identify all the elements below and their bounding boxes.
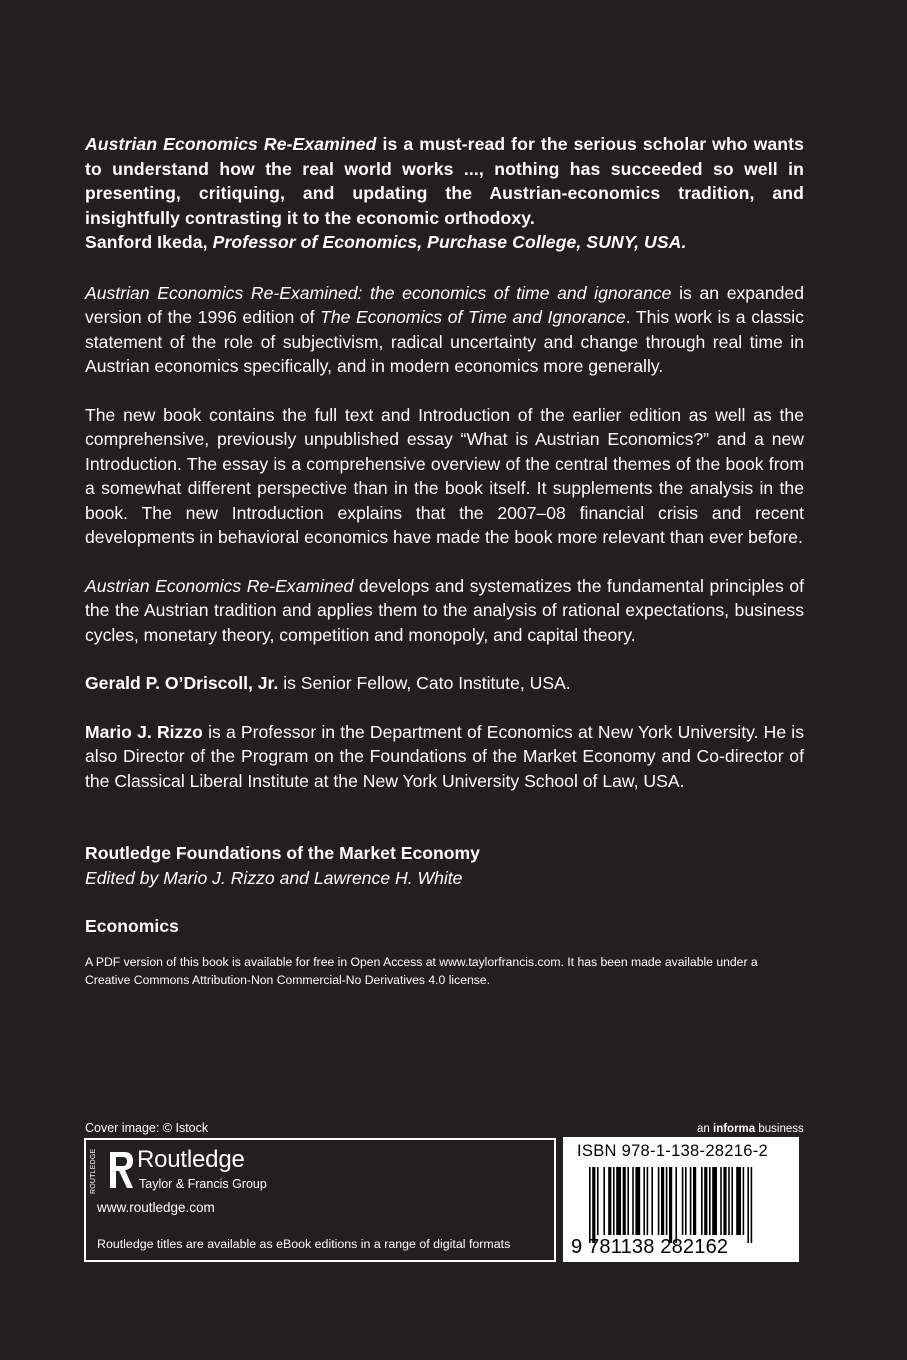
barcode-bar: [627, 1167, 629, 1235]
barcode-bar: [728, 1167, 730, 1235]
barcode-bar: [731, 1167, 733, 1235]
series-editors: Edited by Mario J. Rizzo and Lawrence H. White: [85, 867, 463, 888]
cover-image-credit: Cover image: © Istock: [85, 1121, 209, 1135]
barcode-bar: [669, 1167, 672, 1243]
barcode-bar: [616, 1167, 621, 1235]
barcode-bar: [666, 1167, 668, 1235]
author-bio-rizzo-text: is a Professor in the Department of Economics at New York University. He is also Director of the Program on the Foundations of the Market Economy and Co-director of the Classical Liberal Institute at the New York University School of Law, USA.: [85, 721, 805, 791]
para3-text: develops and systematizes the fundamental principles of the the Austrian tradition and applies them to the analysis of rational expectations, business cycles, monetary theory, competition and monopoly, and capital theory.: [85, 575, 805, 645]
barcode-bar: [643, 1167, 645, 1235]
barcode-bar: [736, 1167, 741, 1235]
barcode-bar: [712, 1167, 717, 1235]
blurb-book-title: Austrian Economics Re-Examined: [85, 134, 377, 154]
barcode-bar: [690, 1167, 692, 1235]
description-paragraph-1: [85, 281, 804, 379]
para1-text-b: . This work is a classic statement of the role of subjectivism, radical uncertainty and change through real time in Austrian economics specifically, and in modern economics more generally.: [85, 307, 804, 376]
blurb-attribution-title: Professor of Economics, Purchase College, SUNY, USA.: [212, 232, 687, 252]
barcode-bar: [675, 1167, 677, 1243]
barcode-bar: [623, 1167, 626, 1235]
barcode-bar: [682, 1167, 684, 1235]
endorsement-blurb: [85, 132, 804, 255]
open-access-notice: A PDF version of this book is available for free in Open Access at www.taylorfrancis.com. It has been made available under a Creative Commons Attribution-Non Commercial-No Derivatives 4.0 license.: [85, 954, 758, 987]
barcode-bar: [704, 1167, 707, 1235]
informa-brand: informa: [713, 1123, 756, 1135]
informa-suffix: business: [755, 1123, 804, 1135]
cover-text: [85, 132, 804, 989]
informa-prefix: an: [697, 1123, 713, 1135]
barcode-bar: [709, 1167, 711, 1235]
barcode-bar: [603, 1167, 605, 1235]
barcode-bar: [651, 1167, 653, 1235]
isbn-barcode-box: [563, 1137, 799, 1262]
barcode-bar: [685, 1167, 687, 1235]
para1-book-title: Austrian Economics Re-Examined: the economics of time and ignorance: [85, 282, 672, 303]
author-bio-rizzo: [85, 720, 804, 794]
publisher-box: [84, 1138, 556, 1262]
barcode-bar: [723, 1167, 726, 1235]
barcode-bar: [720, 1167, 722, 1235]
barcode-digits: 9 781138 282162: [571, 1236, 729, 1258]
barcode-bar: [751, 1167, 753, 1243]
barcode-bar: [661, 1167, 664, 1235]
publisher-logo-vertical-text: ROUTLEDGE: [90, 1148, 97, 1194]
barcode-bar: [635, 1167, 640, 1235]
description-paragraph-3: [85, 574, 804, 648]
barcode-bar: [693, 1167, 696, 1235]
author-name-odriscoll: Gerald P. O’Driscoll, Jr.: [85, 673, 279, 693]
barcode-bar: [647, 1167, 649, 1235]
barcode-bar: [592, 1167, 595, 1243]
barcode-bar: [632, 1167, 634, 1235]
blurb-attribution-name: Sanford Ikeda,: [85, 232, 213, 252]
barcode-bar: [747, 1167, 749, 1243]
barcode-bar: [597, 1167, 599, 1235]
isbn-label: ISBN 978-1-138-28216-2: [577, 1142, 768, 1160]
para1-old-title: The Economics of Time and Ignorance: [320, 307, 626, 327]
barcode-bar: [658, 1167, 660, 1235]
barcode-bar: [743, 1167, 745, 1235]
para3-book-title: Austrian Economics Re-Examined: [85, 575, 354, 596]
barcode-bar: [701, 1167, 703, 1235]
ebook-availability-note: Routledge titles are available as eBook editions in a range of digital formats: [97, 1237, 511, 1251]
author-bio-odriscoll-text: is Senior Fellow, Cato Institute, USA.: [278, 673, 571, 693]
barcode-bar: [608, 1167, 611, 1235]
description-paragraph-2: The new book contains the full text and Introduction of the earlier edition as well as the comprehensive, previously unpublished essay “What is Austrian Economics?” and a new Introduction. The essay is a comprehensive overview of the central themes of the book from a somewhat different perspective than in the book itself. It supplements the analysis in the book. The new Introduction explains that the 2007–08 financial crisis and recent developments in behavioral economics have made the book more relevant than ever before.: [85, 404, 804, 547]
routledge-r-icon: [96, 1148, 136, 1194]
barcode-bar: [589, 1167, 591, 1243]
author-bio-odriscoll: [85, 671, 804, 696]
informa-business-tag: [697, 1123, 804, 1135]
series-title: Routledge Foundations of the Market Economy: [85, 843, 480, 863]
publisher-url[interactable]: www.routledge.com: [97, 1200, 215, 1215]
blurb-text: is a must-read for the serious scholar who wants to understand how the real world works ..., nothing has succeeded so well in presenting, critiquing, and updating the Austrian-economics tradition, and insightfully contrasting it to the economic orthodoxy.: [85, 134, 804, 228]
publisher-group: Taylor & Francis Group: [139, 1177, 267, 1191]
subject-category: Economics: [85, 916, 179, 936]
author-name-rizzo: Mario J. Rizzo: [85, 721, 203, 742]
barcode-bar: [613, 1167, 615, 1235]
publisher-name: Routledge: [137, 1146, 245, 1173]
para1-text-a: is an expanded version of the 1996 edition of: [85, 282, 804, 327]
